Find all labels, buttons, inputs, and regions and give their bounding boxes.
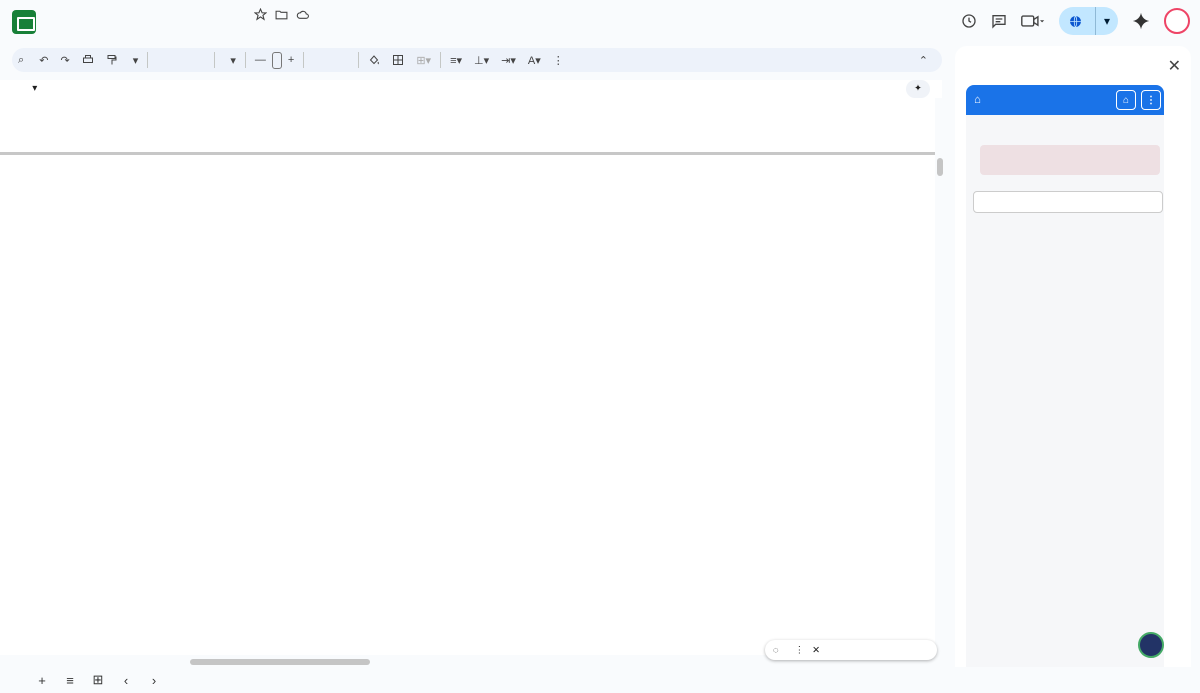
percent-button[interactable]: [163, 48, 175, 72]
panel-brand-header: [966, 85, 1164, 115]
strikethrough-button[interactable]: [331, 48, 343, 72]
sheets-logo[interactable]: [12, 10, 36, 34]
toolbar-divider: [245, 52, 246, 68]
toolbar-divider: [303, 52, 304, 68]
increase-decimal-button[interactable]: [187, 48, 199, 72]
formula-bar: [0, 80, 942, 98]
menus-search[interactable]: [12, 48, 33, 72]
vertical-scrollbar[interactable]: [937, 158, 943, 176]
horizontal-align-icon[interactable]: ≡▾: [450, 54, 463, 67]
title-bar: [0, 0, 1200, 44]
font-size-decrease-icon[interactable]: —: [254, 54, 266, 66]
merge-cells-icon[interactable]: ⊞▾: [416, 54, 432, 67]
move-folder-icon[interactable]: [275, 8, 288, 21]
toolbar-divider: [214, 52, 215, 68]
toolbar-divider: [440, 52, 441, 68]
history-icon[interactable]: [961, 13, 977, 29]
home-button-icon[interactable]: ⌂: [1116, 90, 1136, 110]
decrease-decimal-button[interactable]: [175, 48, 187, 72]
italic-button[interactable]: [319, 48, 331, 72]
undo-icon[interactable]: ↶: [39, 54, 49, 67]
text-wrap-icon[interactable]: ⇥▾: [501, 54, 516, 67]
collapse-toolbar-icon[interactable]: ⌃: [918, 54, 928, 67]
text-color-button[interactable]: [343, 48, 355, 72]
freeze-divider[interactable]: [0, 152, 935, 155]
print-icon[interactable]: [76, 48, 100, 72]
convert-dropdown-chips-popup[interactable]: [765, 640, 937, 660]
gemini-icon[interactable]: [1132, 12, 1150, 30]
comment-icon[interactable]: [991, 13, 1007, 29]
toolbar: [12, 48, 942, 72]
more-icon[interactable]: ⋮: [552, 54, 564, 67]
name-box[interactable]: ▾: [10, 83, 38, 94]
close-icon[interactable]: ✕: [812, 644, 821, 656]
notice-banner[interactable]: [980, 145, 1160, 175]
sheet-tab-bar: [0, 667, 1200, 693]
toolbar-divider: [358, 52, 359, 68]
search-icon: ⌕: [18, 53, 25, 66]
font-size-increase-icon[interactable]: +: [287, 54, 295, 66]
avatar[interactable]: [1164, 8, 1190, 34]
text-rotation-icon[interactable]: A▾: [527, 54, 541, 67]
scroll-tabs-left-icon[interactable]: ‹: [123, 672, 129, 688]
fill-color-icon[interactable]: [362, 48, 386, 72]
add-sheet-icon[interactable]: +: [38, 672, 46, 688]
scroll-tabs-right-icon[interactable]: ›: [151, 672, 157, 688]
globe-icon: [1069, 15, 1082, 28]
meet-icon[interactable]: [1021, 14, 1045, 28]
bold-button[interactable]: [307, 48, 319, 72]
vertical-align-icon[interactable]: ⊥▾: [474, 54, 490, 67]
close-panel-icon[interactable]: ✕: [1167, 58, 1181, 75]
more-vert-icon[interactable]: ⋮: [794, 644, 805, 656]
number-format-button[interactable]: [199, 48, 211, 72]
menu-button-icon[interactable]: ⋮: [1141, 90, 1161, 110]
spreadsheet-grid[interactable]: [0, 98, 935, 655]
chip-icon: ◌: [773, 644, 779, 656]
share-button[interactable]: [1059, 7, 1118, 35]
horizontal-scrollbar[interactable]: [190, 659, 370, 665]
cloud-status-icon[interactable]: [296, 8, 310, 21]
font-size-input[interactable]: [272, 52, 282, 69]
zoom-select[interactable]: ▾: [129, 54, 139, 67]
toolbar-divider: [147, 52, 148, 68]
font-select[interactable]: ▾: [224, 54, 236, 67]
all-sheets-icon[interactable]: ≡: [66, 672, 74, 688]
paint-format-icon[interactable]: [100, 48, 124, 72]
share-dropdown-icon[interactable]: ▾: [1103, 14, 1111, 28]
star-icon[interactable]: [254, 8, 267, 21]
borders-icon[interactable]: [386, 48, 410, 72]
db-connector-panel: [955, 46, 1191, 667]
db-fab-button[interactable]: [1138, 632, 1164, 658]
redo-icon[interactable]: ↷: [60, 54, 70, 67]
sheet-explore-icon[interactable]: ⊞: [92, 672, 104, 687]
home-icon: ⌂: [974, 94, 981, 106]
currency-button[interactable]: [151, 48, 163, 72]
share-label: [1082, 7, 1096, 35]
summarize-button[interactable]: ✦: [906, 80, 930, 98]
panel-body: [966, 115, 1164, 667]
module-search-input[interactable]: [973, 191, 1163, 213]
